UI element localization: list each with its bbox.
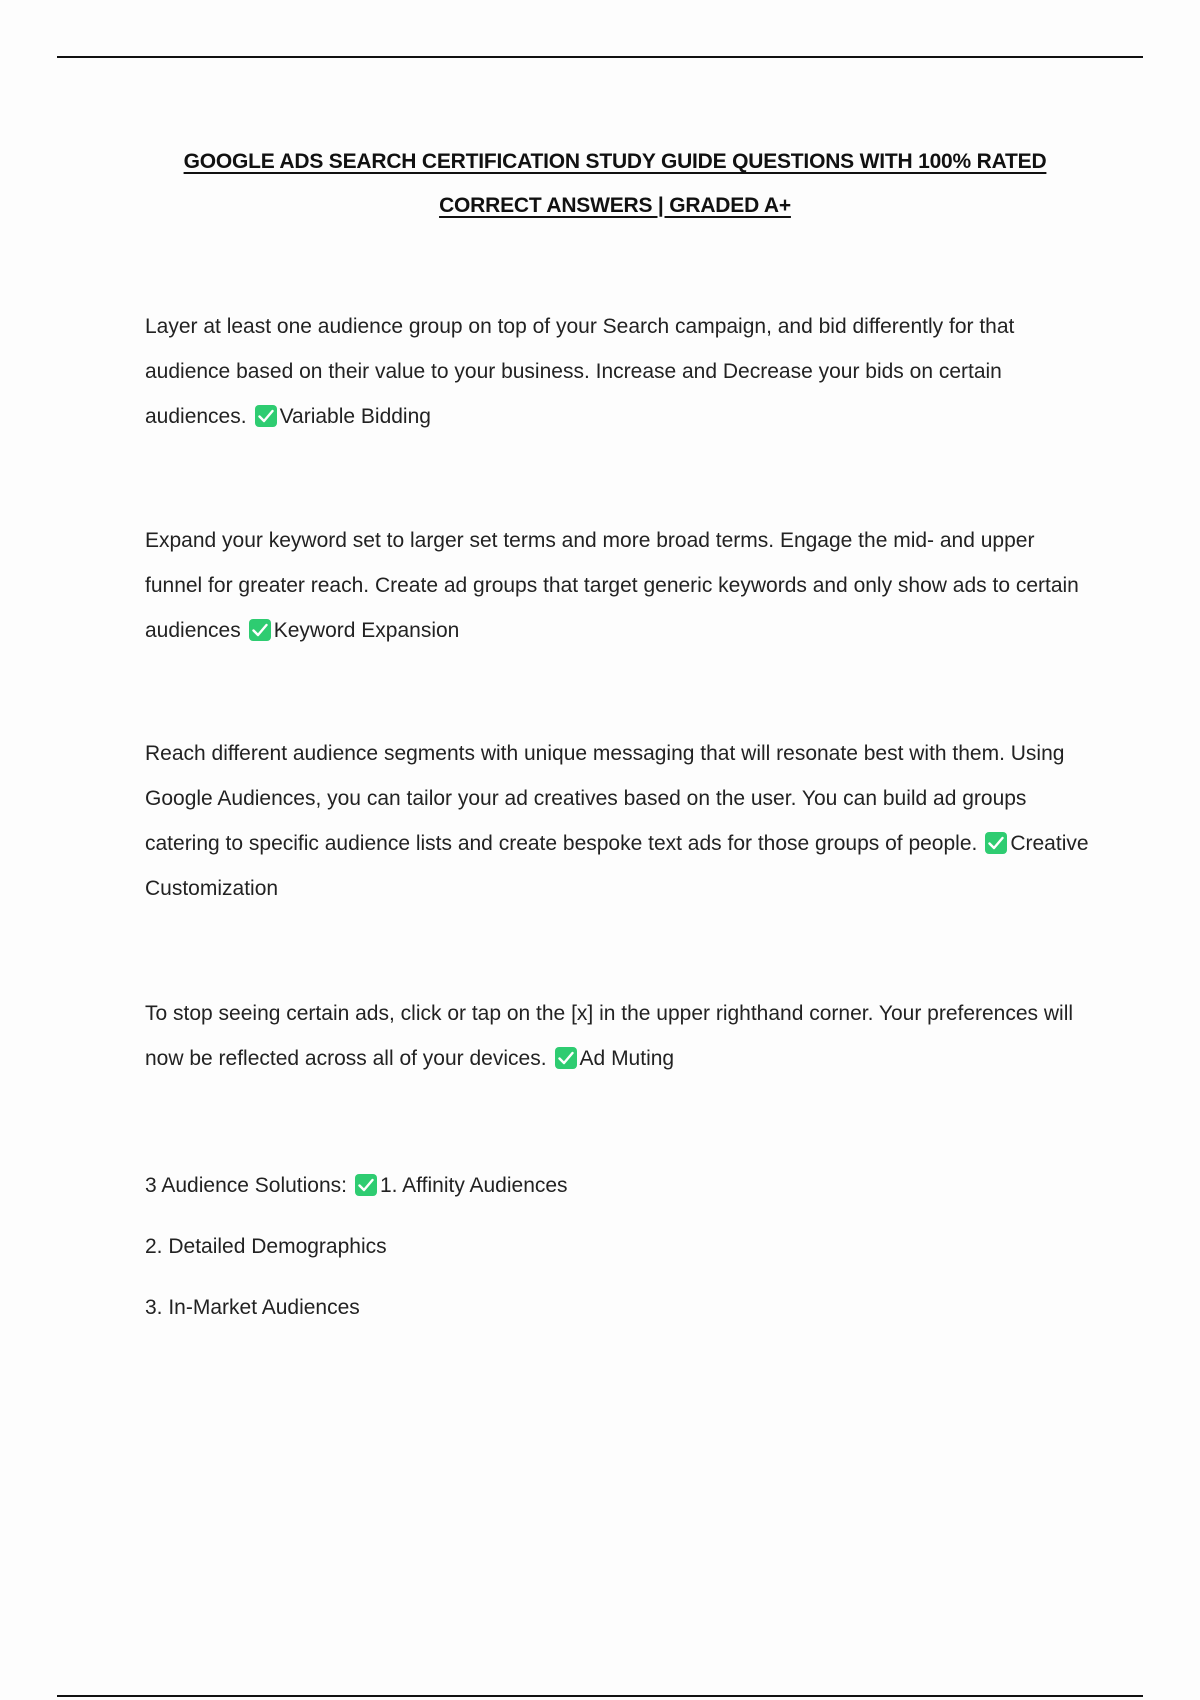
answer-text: Variable Bidding [279, 405, 431, 428]
qa-entry [145, 991, 1095, 1081]
answer-list-item: 3. In-Market Audiences [145, 1296, 360, 1319]
qa-entry [145, 1163, 1095, 1346]
answer-text: Creative Customization [145, 832, 1089, 900]
top-divider [57, 56, 1143, 58]
question-text: Reach different audience segments with unique messaging that will resonate best with them. Using Google Audiences, you can tailor your ad creatives based on the user. You can build ad groups catering to specific audience lists and create bespoke text ads for those groups of people. [145, 742, 1065, 855]
question-text: Expand your keyword set to larger set terms and more broad terms. Engage the mid- and upper funnel for greater reach. Create ad groups that target generic keywords and only show ads to certain audiences [145, 529, 1079, 642]
check-mark-icon [985, 832, 1007, 854]
document-title: GOOGLE ADS SEARCH CERTIFICATION STUDY GUIDE QUESTIONS WITH 100% RATED CORRECT ANSWERS | GRADED A+ [183, 150, 1047, 217]
question-text: 3 Audience Solutions: [145, 1174, 347, 1197]
answer-list-item: 2. Detailed Demographics [145, 1235, 387, 1258]
qa-entry [145, 731, 1095, 911]
check-mark-icon [249, 619, 271, 641]
qa-entry [145, 304, 1095, 439]
question-text: Layer at least one audience group on top of your Search campaign, and bid differently for that audience based on their value to your business. Increase and Decrease your bids on certain audiences. [145, 315, 1015, 428]
question-text: To stop seeing certain ads, click or tap on the [x] in the upper righthand corner. Your preferences will now be reflected across all of your devices. [145, 1002, 1074, 1070]
check-mark-icon [255, 405, 277, 427]
check-mark-icon [555, 1047, 577, 1069]
check-mark-icon [355, 1174, 377, 1196]
answer-text: Ad Muting [579, 1047, 675, 1070]
answer-text: 1. Affinity Audiences [379, 1174, 568, 1197]
answer-text: Keyword Expansion [273, 619, 460, 642]
qa-entry [145, 518, 1095, 653]
bottom-divider [57, 1695, 1143, 1697]
